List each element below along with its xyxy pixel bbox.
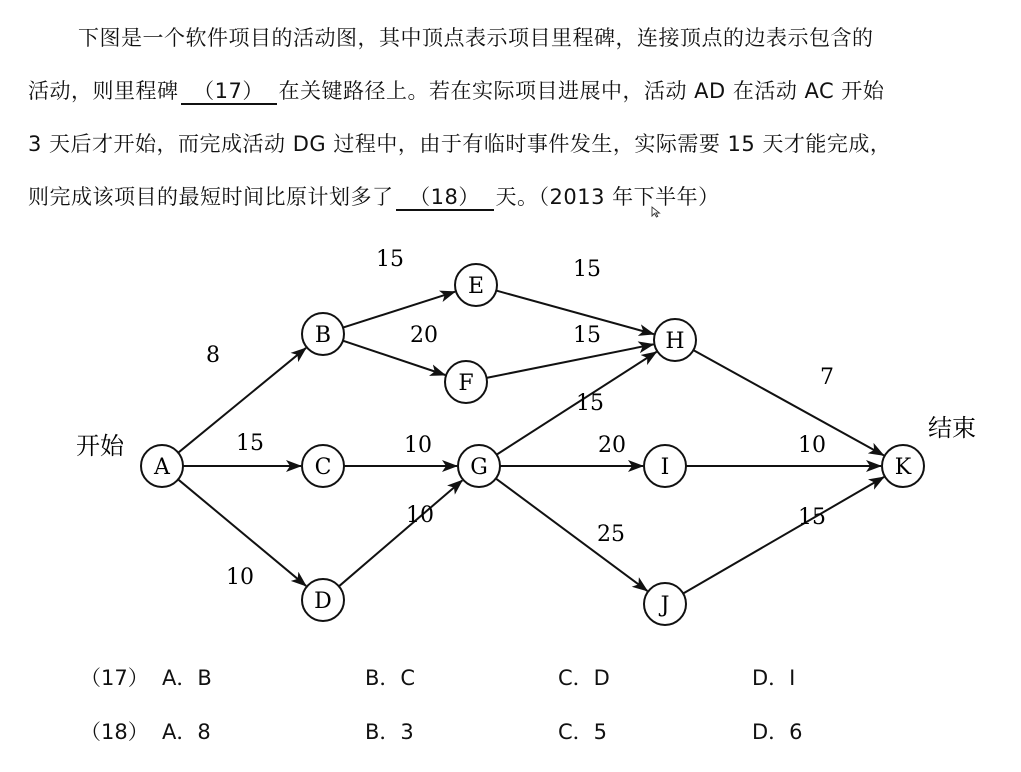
node-label-g: G <box>470 455 488 480</box>
question-line-4-start: 则完成该项目的最短时间比原计划多了 <box>28 185 394 209</box>
question-line-1: 下图是一个软件项目的活动图，其中顶点表示项目里程碑，连接顶点的边表示包含的 <box>78 26 874 50</box>
edge-weight-g-j: 25 <box>597 522 625 547</box>
activity-diagram <box>58 228 998 648</box>
node-label-b: B <box>314 323 332 348</box>
activity-graph-svg <box>58 228 998 648</box>
edge-weight-e-h: 15 <box>573 257 601 282</box>
edge-weight-a-b: 8 <box>206 343 220 368</box>
edge-weight-i-k: 10 <box>798 433 826 458</box>
edge-weight-d-g: 10 <box>406 503 434 528</box>
option-18-a[interactable]: A．8 <box>162 720 211 744</box>
option-17-a[interactable]: A．B <box>162 666 212 690</box>
question-line-4 <box>28 171 998 224</box>
node-label-i: I <box>660 455 670 480</box>
edge-weight-c-g: 10 <box>404 433 432 458</box>
mouse-cursor-icon <box>651 206 661 218</box>
edge-weight-h-k: 7 <box>820 365 834 390</box>
edge-weight-b-e: 15 <box>376 247 404 272</box>
answer-options <box>80 655 980 763</box>
node-k <box>882 445 924 487</box>
question-line-2 <box>28 65 998 118</box>
edge-weight-b-f: 20 <box>410 323 438 348</box>
question-line-3: 3 天后才开始，而完成活动 DG 过程中，由于有临时事件发生，实际需要 15 天才能完成， <box>28 132 892 156</box>
question-number-18: （18） <box>80 720 149 744</box>
edge-weight-g-h: 15 <box>576 391 604 416</box>
edge-d-g <box>339 480 462 586</box>
edge-h-k <box>693 350 883 455</box>
node-i <box>644 445 686 487</box>
question-line-2-start: 活动，则里程碑 <box>28 79 179 103</box>
node-a <box>141 445 183 487</box>
question-number-17: （17） <box>80 666 149 690</box>
node-j <box>644 583 686 625</box>
option-17-d[interactable]: D．I <box>752 666 796 690</box>
node-c <box>302 445 344 487</box>
node-f <box>445 361 487 403</box>
node-label-a: A <box>154 455 170 480</box>
option-18-c[interactable]: C．5 <box>558 720 608 744</box>
node-h <box>654 319 696 361</box>
edge-f-h <box>487 344 654 378</box>
node-label-f: F <box>458 371 474 396</box>
node-label-d: D <box>314 589 332 614</box>
blank-18: （18） <box>396 185 494 211</box>
edge-b-e <box>343 292 455 328</box>
edge-weight-f-h: 15 <box>573 323 601 348</box>
edge-weight-a-c: 15 <box>236 431 264 456</box>
option-17-b[interactable]: B．C <box>365 666 416 690</box>
node-label-e: E <box>467 274 485 299</box>
question-line-2-end: 在关键路径上。若在实际项目进展中，活动 AD 在活动 AC 开始 <box>278 79 885 103</box>
node-b <box>302 313 344 355</box>
node-label-j: J <box>660 593 670 618</box>
node-e <box>455 264 497 306</box>
start-label: 开始 <box>76 432 124 460</box>
node-label-h: H <box>665 329 685 354</box>
option-18-b[interactable]: B．3 <box>365 720 414 744</box>
option-18-d[interactable]: D．6 <box>752 720 803 744</box>
edge-weight-a-d: 10 <box>226 565 254 590</box>
edge-weight-j-k: 15 <box>798 505 826 530</box>
node-label-k: K <box>894 455 912 480</box>
options-row-18 <box>80 709 980 763</box>
question-text <box>28 12 998 224</box>
edge-weight-g-i: 20 <box>598 433 626 458</box>
end-label: 结束 <box>928 414 976 442</box>
question-line-4-end: 天。（2013 年下半年） <box>495 185 720 209</box>
options-row-17 <box>80 655 980 709</box>
edge-j-k <box>683 477 884 593</box>
node-label-c: C <box>314 455 332 480</box>
node-g <box>458 445 500 487</box>
node-d <box>302 579 344 621</box>
blank-17: （17） <box>181 79 277 105</box>
option-17-c[interactable]: C．D <box>558 666 610 690</box>
